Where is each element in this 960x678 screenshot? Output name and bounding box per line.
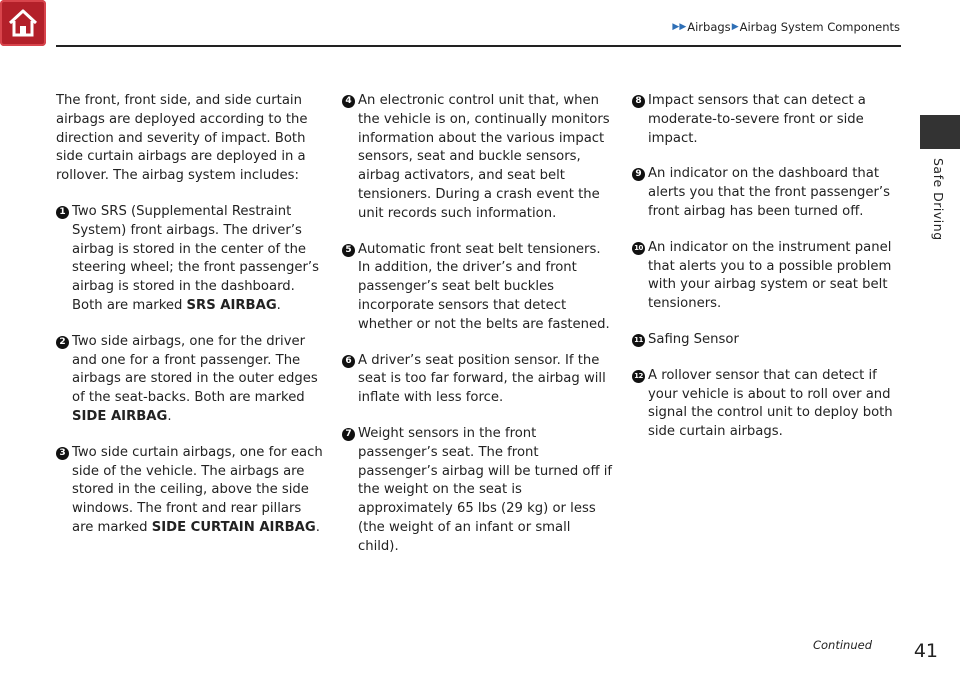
- item-text: A driver’s seat position sensor. If the seat is too far forward, the airbag will inflate with less force.: [358, 352, 606, 406]
- item-number-badge: 5: [342, 244, 355, 257]
- list-item: [632, 367, 904, 442]
- item-number-badge: 10: [632, 242, 645, 255]
- item-number-badge: 12: [632, 370, 645, 383]
- item-text: Weight sensors in the front passenger’s seat. The front passenger’s airbag will be turned off if the weight on the seat is approximately 65 lbs (29 kg) or less (the weight of an infant or small child).: [358, 425, 613, 554]
- home-icon: [6, 6, 40, 40]
- breadcrumb-item-airbags[interactable]: Airbags: [687, 20, 731, 34]
- item-text: Safing Sensor: [648, 331, 739, 347]
- list-item: [56, 203, 326, 316]
- section-label: Safe Driving: [931, 158, 946, 241]
- home-button[interactable]: [0, 0, 46, 46]
- item-text: An electronic control unit that, when the vehicle is on, continually monitors information about the various impact sensors, seat and buckle sensors, airbag activators, and seat belt tensioners. During a crash event the unit records such information.: [358, 93, 610, 221]
- item-text: Impact sensors that can detect a moderate-to-severe front or side impact.: [648, 93, 866, 146]
- item-number-badge: 11: [632, 334, 645, 347]
- item-text: Automatic front seat belt tensioners. In addition, the driver’s and front passenger’s seat belt buckles incorporate sensors that detect whether or not the belts are fastened.: [358, 241, 610, 332]
- breadcrumb-item-current: Airbag System Components: [739, 20, 900, 34]
- item-text: Two side airbags, one for the driver and one for a front passenger. The airbags are stored in the outer edges of the seat-backs. Both are marked: [72, 333, 318, 406]
- continued-marker: Continued: [812, 638, 872, 652]
- column-1: [56, 92, 326, 555]
- item-number-badge: 8: [632, 95, 645, 108]
- list-item: [632, 92, 904, 148]
- item-number-badge: 9: [632, 168, 645, 181]
- item-number-badge: 7: [342, 428, 355, 441]
- item-text: A rollover sensor that can detect if your vehicle is about to roll over and signal the control unit to deploy both side curtain airbags.: [648, 367, 893, 440]
- list-item: [342, 352, 614, 408]
- item-bold-label: SIDE CURTAIN AIRBAG: [151, 519, 316, 535]
- column-2: [342, 92, 614, 574]
- item-bold-label: SIDE AIRBAG: [72, 408, 168, 424]
- list-item: [56, 333, 326, 427]
- item-number-badge: 1: [56, 206, 69, 219]
- item-number-badge: 2: [56, 336, 69, 349]
- breadcrumb-arrow-icon: ▶▶: [672, 22, 687, 32]
- page-number: 41: [913, 640, 938, 662]
- intro-paragraph: The front, front side, and side curtain airbags are deployed according to the direction and severity of impact. Both side curtain airbags are deployed in a rollover. The airbag system includes:: [56, 93, 308, 184]
- item-bold-label: SRS AIRBAG: [186, 297, 277, 313]
- list-item: [342, 425, 614, 557]
- item-text-tail: .: [276, 297, 281, 313]
- item-number-badge: 6: [342, 355, 355, 368]
- list-item: [632, 239, 904, 314]
- item-text-tail: .: [167, 408, 172, 424]
- list-item: [342, 241, 614, 335]
- item-text: An indicator on the instrument panel that alerts you to a possible problem with your airbag system or seat belt tensioners.: [648, 239, 892, 312]
- item-text: Two side curtain airbags, one for each side of the vehicle. The airbags are stored in the ceiling, above the side windows. The front and rear pillars are marked: [72, 444, 323, 535]
- item-text: Two SRS (Supplemental Restraint System) front airbags. The driver’s airbag is stored in the center of the steering wheel; the front passenger’s airbag is stored in the dashboard. Both are marked: [72, 203, 319, 313]
- item-number-badge: 4: [342, 95, 355, 108]
- breadcrumb: [672, 20, 900, 34]
- item-text-tail: .: [315, 519, 320, 535]
- list-item: [632, 165, 904, 221]
- header-divider: [56, 45, 901, 47]
- list-item: [632, 331, 904, 350]
- breadcrumb-arrow-icon: ▶: [731, 22, 739, 32]
- item-text: An indicator on the dashboard that alerts you that the front passenger’s front airbag has been turned off.: [648, 166, 890, 219]
- section-tab-marker: [920, 115, 960, 149]
- list-item: [56, 444, 326, 538]
- list-item: [342, 92, 614, 224]
- item-number-badge: 3: [56, 447, 69, 460]
- column-3: [632, 92, 904, 459]
